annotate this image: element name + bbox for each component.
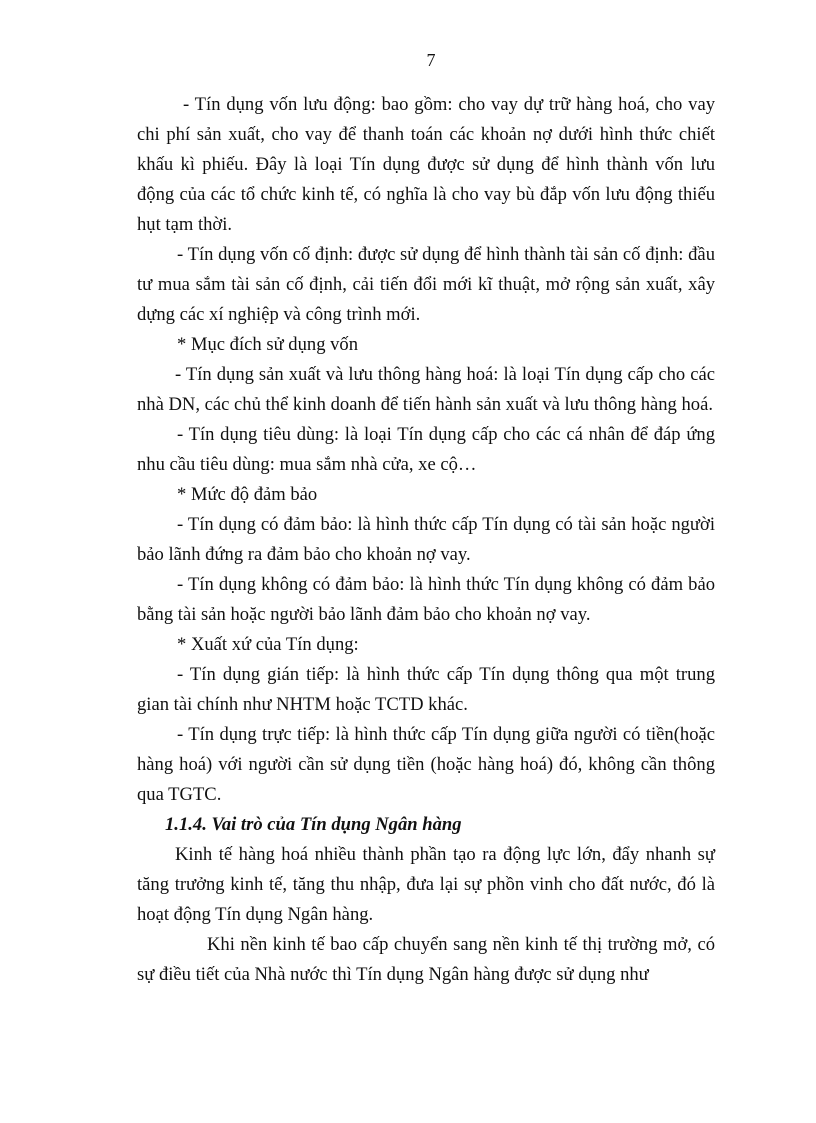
paragraph-direct-credit: - Tín dụng trực tiếp: là hình thức cấp Tín dụng giữa người có tiền(hoặc hàng hoá) với người cần sử dụng tiền (hoặc hàng hoá) đó, không cần thông qua TGTC. <box>137 724 715 805</box>
subheading-credit-origin: * Xuất xứ của Tín dụng: <box>177 634 359 655</box>
page-body <box>137 90 715 990</box>
paragraph-role-intro: Kinh tế hàng hoá nhiều thành phần tạo ra động lực lớn, đẩy nhanh sự tăng trưởng kinh tế, tăng thu nhập, đưa lại sự phồn vinh cho đất nước, đó là hoạt động Tín dụng Ngân hàng. <box>137 844 715 925</box>
paragraph-indirect-credit: - Tín dụng gián tiếp: là hình thức cấp Tín dụng thông qua một trung gian tài chính như NHTM hoặc TCTD khác. <box>137 664 715 715</box>
subheading-collateral-level: * Mức độ đảm bảo <box>177 484 318 505</box>
paragraph-working-capital-credit: - Tín dụng vốn lưu động: bao gồm: cho vay dự trữ hàng hoá, cho vay chi phí sản xuất, cho vay để thanh toán các khoản nợ dưới hình thức chiết khấu kì phiếu. Đây là loại Tín dụng được sử dụng để hình thành vốn lưu động của các tổ chức kinh tế, có nghĩa là cho vay bù đắp vốn lưu động thiếu hụt tạm thời. <box>137 94 715 235</box>
paragraph-secured-credit: - Tín dụng có đảm bảo: là hình thức cấp Tín dụng có tài sản hoặc người bảo lãnh đứng ra đảm bảo cho khoản nợ vay. <box>137 514 715 565</box>
paragraph-consumer-credit: - Tín dụng tiêu dùng: là loại Tín dụng cấp cho các cá nhân để đáp ứng nhu cầu tiêu dùng: mua sắm nhà cửa, xe cộ… <box>137 424 715 475</box>
subheading-purpose-of-use: * Mục đích sử dụng vốn <box>177 334 359 355</box>
page-number: 7 <box>426 50 436 70</box>
paragraph-unsecured-credit: - Tín dụng không có đảm bảo: là hình thức Tín dụng không có đảm bảo bằng tài sản hoặc người bảo lãnh đảm bảo cho khoản nợ vay. <box>137 574 715 625</box>
section-heading: 1.1.4. Vai trò của Tín dụng Ngân hàng <box>165 814 462 835</box>
paragraph-fixed-capital-credit: - Tín dụng vốn cố định: được sử dụng để hình thành tài sản cố định: đầu tư mua sắm tài sản cố định, cải tiến đổi mới kĩ thuật, mở rộng sản xuất, xây dựng các xí nghiệp và công trình mới. <box>137 244 715 325</box>
paragraph-market-transition: Khi nền kinh tế bao cấp chuyển sang nền kinh tế thị trường mở, có sự điều tiết của Nhà nước thì Tín dụng Ngân hàng được sử dụng như <box>137 934 715 985</box>
paragraph-production-credit: - Tín dụng sản xuất và lưu thông hàng hoá: là loại Tín dụng cấp cho các nhà DN, các chủ thể kinh doanh để tiến hành sản xuất và lưu thông hàng hoá. <box>137 364 715 415</box>
